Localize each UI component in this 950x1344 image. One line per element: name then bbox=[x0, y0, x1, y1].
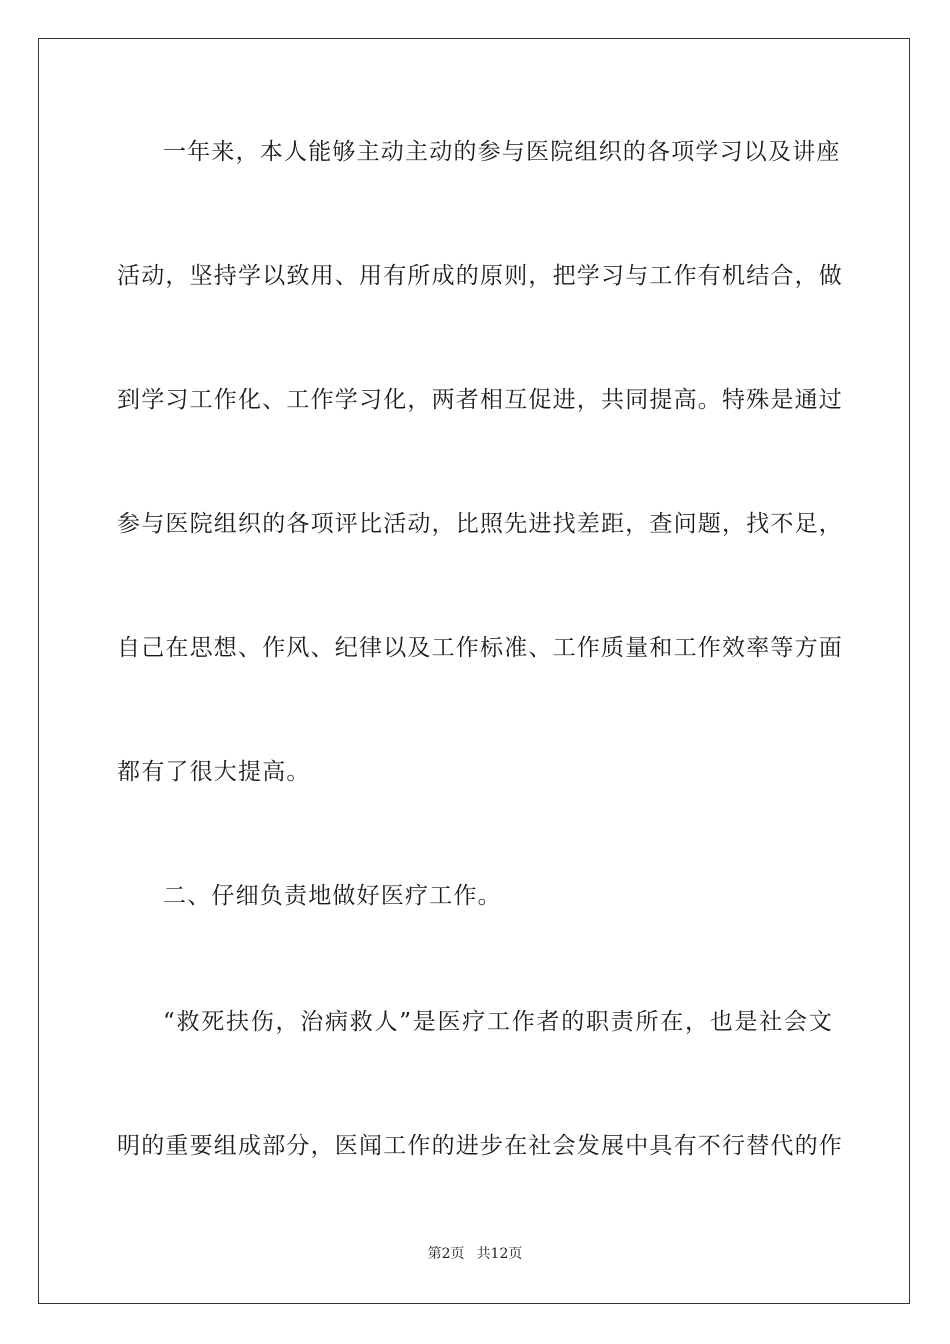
paragraph-line: 都有了很大提高。 bbox=[117, 759, 311, 785]
section-heading: 二、仔细负责地做好医疗工作。 bbox=[163, 883, 502, 909]
page-frame bbox=[38, 38, 910, 1304]
paragraph-line: 一年来，本人能够主动主动的参与医院组织的各项学习以及讲座 bbox=[163, 139, 841, 165]
paragraph-line: “救死扶伤，治病救人”是医疗工作者的职责所在，也是社会文 bbox=[163, 1009, 833, 1035]
paragraph-line: 活动，坚持学以致用、用有所成的原则，把学习与工作有机结合，做 bbox=[117, 263, 843, 289]
page-footer bbox=[0, 1245, 950, 1263]
paragraph-line: 参与医院组织的各项评比活动，比照先进找差距，查问题，找不足， bbox=[117, 511, 843, 537]
page-number: 第2页 bbox=[427, 1246, 465, 1262]
paragraph-line: 明的重要组成部分，医闻工作的进步在社会发展中具有不行替代的作 bbox=[117, 1133, 843, 1159]
page-total: 共12页 bbox=[476, 1246, 523, 1262]
paragraph-line: 到学习工作化、工作学习化，两者相互促进，共同提高。特殊是通过 bbox=[117, 387, 843, 413]
paragraph-line: 自己在思想、作风、纪律以及工作标准、工作质量和工作效率等方面 bbox=[117, 635, 843, 661]
